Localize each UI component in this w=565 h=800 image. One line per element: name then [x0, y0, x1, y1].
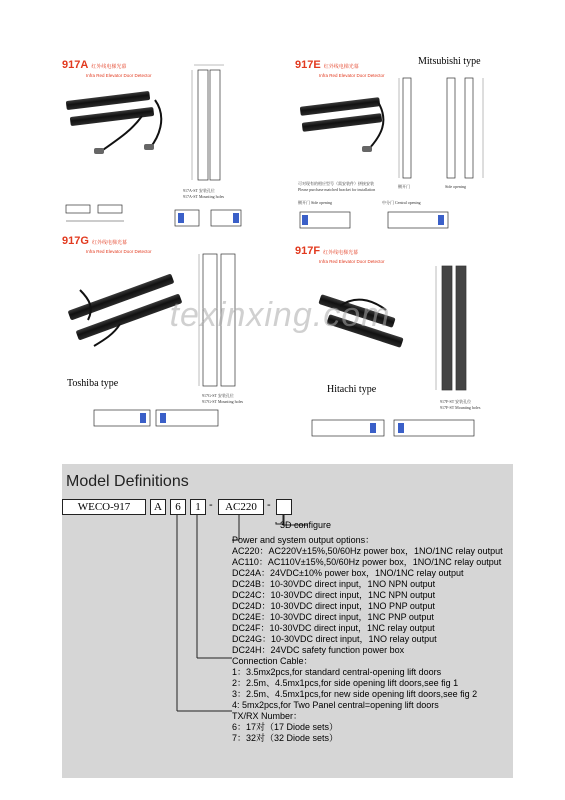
power-option: DC24H：24VDC safety function power box — [232, 645, 405, 655]
917e-note-en: Please purchase matched bracket for installation — [298, 187, 376, 192]
product-code: 917F — [295, 245, 321, 257]
txrx-option: 7：32对（32 Diode sets） — [232, 733, 339, 743]
txrx-heading: TX/RX Number： — [232, 711, 303, 721]
917e-type-label: Mitsubishi type — [418, 56, 481, 67]
product-name-en: Infra Red Elevator Door Detector — [86, 249, 152, 254]
power-option: DC24D：10-30VDC direct input，1NO PNP output — [232, 601, 435, 611]
power-option: AC110：AC110V±15%,50/60Hz power box，1NO/1NC relay output — [232, 557, 502, 567]
power-option: DC24E：10-30VDC direct input，1NC PNP output — [232, 612, 434, 622]
cable-option: 3：2.5m、4.5mx1pcs,for new side opening lift doors,see fig 2 — [232, 689, 478, 699]
917f-mount-note-en: 917F-ST Mounting holes — [440, 405, 481, 410]
cable-heading: Connection Cable： — [232, 656, 313, 666]
cable-option: 4: 5mx2pcs,for Two Panel central=opening lift doors — [232, 700, 439, 710]
power-option: DC24F：10-30VDC direct input，1NC relay output — [232, 623, 435, 633]
product-code: 917E — [295, 59, 321, 71]
917g-mount-note-en: 917G-ST Mounting holes — [202, 399, 244, 404]
product-name-zh: 红外线电梯光幕 — [91, 64, 127, 70]
product-name-zh: 红外线电梯光幕 — [323, 64, 359, 70]
power-option: DC24C：10-30VDC direct input，1NC NPN output — [232, 590, 436, 600]
product-917g-header — [62, 235, 152, 261]
917g-type-label: Toshiba type — [67, 378, 119, 389]
917e-side-label: 侧开门 — [398, 184, 410, 189]
917e-side-label2: Side opening — [445, 184, 466, 189]
cable-icon — [80, 78, 170, 168]
code-part-type: A — [150, 499, 166, 515]
917e-central-open-label: 中分门 Central opening — [382, 200, 421, 205]
917e-side-open-label: 侧开门 Side opening — [298, 200, 332, 205]
917f-type-label: Hitachi type — [327, 384, 377, 395]
code-separator: - — [209, 499, 213, 511]
power-option: DC24G：10-30VDC direct input，1NO relay output — [232, 634, 437, 644]
product-name-en: Infra Red Elevator Door Detector — [319, 259, 385, 264]
code-part-series: WECO-917 — [62, 499, 146, 515]
917g-profile-drawing — [92, 404, 232, 440]
config-label: 3D configure — [280, 520, 332, 530]
product-917f-header — [295, 245, 385, 271]
power-option: DC24A：24VDC±10% power box，1NO/1NC relay output — [232, 568, 464, 578]
model-definitions-title: Model Definitions — [66, 473, 189, 490]
917f-mount-note: 917F-ST 安装孔位 — [440, 399, 472, 404]
cable-option: 2：2.5m、4.5mx1pcs,for side opening lift doors,see fig 1 — [232, 678, 459, 688]
917f-profile-drawing — [310, 414, 480, 448]
917a-mount-note-en: 917A-ST Mounting holes — [183, 194, 225, 199]
product-name-zh: 红外线电梯光幕 — [323, 250, 359, 256]
product-name-en: Infra Red Elevator Door Detector — [319, 73, 385, 78]
code-part-cable: 1 — [190, 499, 206, 515]
power-option: DC24B：10-30VDC direct input，1NO NPN output — [232, 579, 436, 589]
product-name-en: Infra Red Elevator Door Detector — [86, 73, 152, 78]
code-part-txrx: 6 — [170, 499, 186, 515]
power-option: AC220：AC220V±15%,50/60Hz power box，1NO/1NC relay output — [232, 546, 503, 556]
917e-dimension-drawing — [395, 72, 505, 182]
917a-mount-note: 917A-ST 安装孔位 — [183, 188, 215, 193]
txrx-option: 6：17对（17 Diode sets） — [232, 722, 339, 732]
917a-door-diagram — [64, 195, 129, 233]
product-code: 917G — [62, 235, 89, 247]
917a-profile-drawing — [173, 206, 245, 232]
product-code: 917A — [62, 59, 89, 71]
product-name-zh: 红外线电梯光幕 — [91, 240, 127, 246]
code-separator: - — [267, 499, 271, 511]
power-heading: Power and system output options： — [232, 535, 375, 545]
917a-dimension-drawing — [180, 62, 240, 187]
917e-profile-drawing — [298, 208, 498, 236]
watermark: texinxing.com — [169, 296, 391, 334]
cable-icon — [310, 82, 390, 162]
917e-note: 可对现有的相应型号（需安装件）拼接安装 — [298, 181, 374, 186]
model-definitions-panel — [62, 464, 513, 778]
code-part-power: AC220 — [218, 499, 264, 515]
cable-option: 1：3.5mx2pcs,for standard central-opening lift doors — [232, 667, 442, 677]
917g-mount-note: 917G-ST 安装孔位 — [202, 393, 234, 398]
